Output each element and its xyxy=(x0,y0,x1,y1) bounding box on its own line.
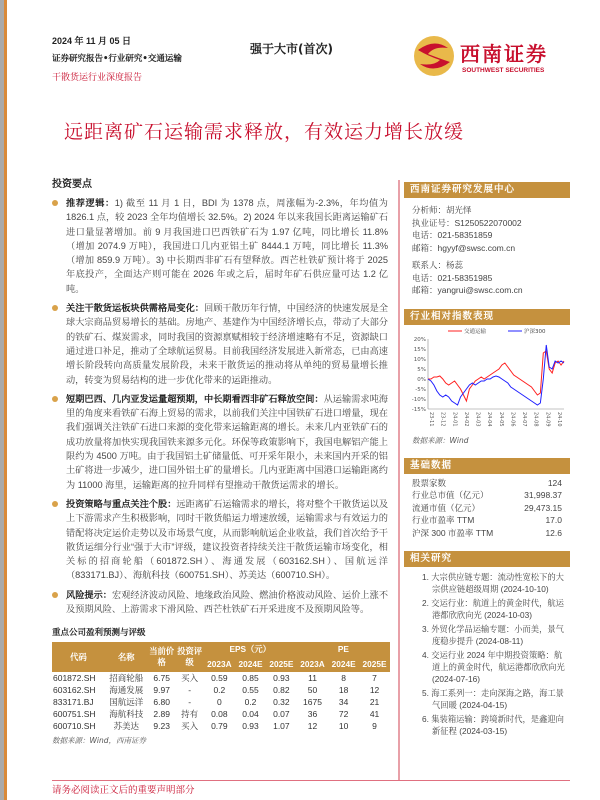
key-point xyxy=(52,196,388,296)
key-points-heading: 投资要点 xyxy=(52,179,92,190)
key-point-lead: 推荐逻辑： xyxy=(66,198,115,208)
table-cell: 50 xyxy=(307,685,318,696)
col-rating: 投资评级 xyxy=(176,642,204,672)
y-tick-label: -15% xyxy=(411,406,426,413)
basic-data-box xyxy=(404,458,570,540)
research-center-heading: 西南证券研究发展中心 xyxy=(404,182,570,198)
key-point-text: 宏观经济波动风险、地缘政治风险、燃油价格波动风险、运价上涨不及预期风险、上游需求下滑风险、西芒杜铁矿石开采进度不及预期风险等。 xyxy=(66,589,389,615)
key-point-lead: 投资策略与重点关注个股： xyxy=(66,498,177,509)
relative-index-chart xyxy=(404,325,570,433)
footer-disclaimer: 请务必阅读正文后的重要声明部分 xyxy=(52,785,195,796)
table-cell: 601872.SH xyxy=(53,673,96,684)
table-row xyxy=(52,720,390,732)
table-cell: 0.93 xyxy=(242,721,259,732)
table-cell: 0.59 xyxy=(211,673,228,684)
contact-line: 邮箱：yangrui@swsc.com.cn xyxy=(412,285,523,295)
table-cell: 600710.SH xyxy=(53,721,96,732)
report-subtitle: 干散货运行业深度报告 xyxy=(52,73,143,83)
table-cell: 11 xyxy=(308,673,317,684)
table-cell: 8 xyxy=(341,673,347,684)
table-title: 重点公司盈利预测与评级 xyxy=(52,628,146,639)
y-tick-label: 10% xyxy=(413,356,426,363)
chart-source: 数据来源：Wind xyxy=(412,435,469,445)
table-cell: 0.82 xyxy=(273,685,290,696)
research-center-box xyxy=(404,182,570,297)
table-cell: 2.89 xyxy=(153,709,170,720)
table-cell: 9.97 xyxy=(153,685,170,696)
table-cell: 34 xyxy=(338,697,349,708)
contact-line: 电话：021-58351859 xyxy=(412,230,493,240)
table-cell: 0.2 xyxy=(213,685,226,696)
table-cell: 36 xyxy=(307,709,318,720)
table-cell: 0.85 xyxy=(242,673,259,684)
x-tick-label: 24-08 xyxy=(532,411,539,427)
table-cell: 12 xyxy=(369,685,380,696)
related-report-link[interactable]: 5. 海工系列一：走向深海之路，海工景气回暖 (2024-04-15) xyxy=(422,688,564,710)
logo-english: SOUTHWEST SECURITIES xyxy=(462,67,545,74)
key-point xyxy=(52,392,388,492)
table-row xyxy=(52,708,390,720)
col-name: 名称 xyxy=(105,642,148,672)
related-research-box xyxy=(404,551,570,739)
table-row xyxy=(52,684,390,696)
col-code: 代码 xyxy=(52,642,105,672)
x-tick-label: 24-10 xyxy=(556,411,562,427)
x-tick-label: 24-02 xyxy=(462,411,469,427)
key-point-text: 远距离矿石运输需求的增长，将对整个干散货运以及上下游需求产生积极影响，同时干散货船运力增速放缓，运输需求与有效运力的错配将决定运价走势以及市场景气度，从而影响航运企业收益，我们首次给予干散货运细分行业“强于大市”评级，建议投资者持续关注干散货运输市场变化，相关标的招商轮船（601872.SH）、海通发展（603162.SH）、国航远洋（833171.BJ）、海航科技（600751.SH）、苏美达（600710.SH）。 xyxy=(66,498,389,581)
col-year: 2023A xyxy=(204,657,235,672)
table-cell: 海通发展 xyxy=(109,685,144,696)
table-cell: 持有 xyxy=(181,709,199,720)
key-point-text: 1) 截至 11 月 1 日，BDI 为 1378 点，周涨幅为-2.3%，年均值为 1826.1 点，较 2023 全年均值增长 32.5%。2) 2024 年以来我国长距离运输矿石进口量显著增加。前 9 月我国进口巴西铁矿石为 1.97 亿吨，同比增长 11.8%（增加 2074.9 万吨），我国进口几内亚铝土矿 8444.1 万吨，同比增长 11.3%（增加 859.9 万吨）。3) 中长期西非矿石有望释放。西芒杜铁矿预计将于 2025 年底投产，全面达产则可能在 2026 年或之后，届时年矿石供应量可达 1.2 亿吨。 xyxy=(66,198,388,294)
key-point xyxy=(52,497,388,583)
logo-text: 西南证券 xyxy=(460,42,548,66)
table-cell: 21 xyxy=(369,697,380,708)
table-cell: 9.23 xyxy=(153,721,170,732)
x-tick-label: 23-12 xyxy=(439,411,446,427)
key-point-text: 回顾干散历年行情，中国经济的快速发展是全球大宗商品贸易增长的基础。房地产、基建作为中国经济增长点，带动了大部分的铁矿石、煤炭需求，同时我国的资源禀赋相较于经济增速略有不足，资源缺口通过进口补足，推动了全球航运贸易。目前我国经济发展进入新常态，已由高速增长阶段转向高质量发展阶段，未来干散货运的推动将从单纯的贸易量增长推动，转变为贸易结构的进一步优化带来的运距推动。 xyxy=(66,303,389,385)
basic-data-value: 29,473.15 xyxy=(524,502,562,513)
table-cell: 0.55 xyxy=(242,685,259,696)
key-point-lead: 关注干散货运板块供需格局变化： xyxy=(66,303,205,314)
x-tick-label: 24-04 xyxy=(486,411,493,427)
main-column xyxy=(52,178,390,746)
footer-divider xyxy=(52,780,570,781)
related-research-heading: 相关研究 xyxy=(404,551,570,567)
x-tick-label: 24-05 xyxy=(497,411,504,427)
table-cell: 7 xyxy=(372,673,377,684)
col-year: 2025E xyxy=(266,657,297,672)
related-report-link[interactable]: 4. 交运行业 2024 年中期投资策略：航道上的黄金时代，航运港都欣欣向光 (2024-07-16) xyxy=(422,650,565,684)
table-cell: 6.75 xyxy=(153,673,170,684)
key-point xyxy=(52,588,388,617)
basic-data-label: 股票家数 xyxy=(412,477,447,488)
chart-box xyxy=(404,309,570,446)
basic-data-row xyxy=(404,527,570,540)
table-cell: 0.07 xyxy=(273,709,290,720)
basic-data-row xyxy=(404,489,570,502)
basic-data-row xyxy=(404,477,570,490)
x-tick-label: 23-11 xyxy=(428,411,434,427)
basic-data-label: 行业总市值（亿元） xyxy=(412,490,489,500)
table-cell: 国航远洋 xyxy=(109,697,144,708)
basic-data-heading: 基础数据 xyxy=(404,458,570,474)
legend-label: 交通运输 xyxy=(464,328,487,335)
table-cell: 0.04 xyxy=(242,709,259,720)
basic-data-value: 124 xyxy=(547,477,562,488)
y-tick-label: -10% xyxy=(411,396,426,403)
table-cell: 1.07 xyxy=(273,721,290,732)
basic-data-label: 沪深 300 市盈率 TTM xyxy=(412,527,494,538)
sidebar-border xyxy=(398,180,400,780)
col-price: 当前价格 xyxy=(148,642,176,672)
key-points-list xyxy=(52,196,388,621)
col-year: 2025E xyxy=(359,657,390,672)
table-row xyxy=(52,672,390,684)
table-cell: 0.08 xyxy=(211,709,228,720)
col-eps: EPS（元） xyxy=(204,642,297,657)
basic-data-value: 31,998.37 xyxy=(524,490,562,500)
y-tick-label: -5% xyxy=(415,386,426,393)
chart-heading: 行业相对指数表现 xyxy=(404,309,570,325)
table-cell: 买入 xyxy=(181,673,199,684)
basic-data-row xyxy=(404,514,570,527)
x-tick-label: 24-01 xyxy=(451,411,458,427)
col-year: 2024E xyxy=(235,657,266,672)
table-cell: 12 xyxy=(307,721,318,732)
related-report-link[interactable]: 6. 集装箱运输：跨境新时代，是鑫迎向新征程 (2024-03-15) xyxy=(422,714,564,736)
key-point-text: 从运输需求吨海里的角度来看铁矿石海上贸易的需求，以前我们关注中国铁矿石进口增量，现在我们强调关注铁矿石进口来源的变化带来运输距离的增长。未来几内亚铁矿石的成功放量将加快实现我国铁来源多元化。环保等政策影响下，我国电解铝产能上限约为 4500 万吨。由于我国铝土矿储量低、可开采年限小，未来国内开采的铝土矿将进一步减少，进口国外铝土矿的量增长。几内亚距离中国港口运输距离约为 11000 海里，运输距离的拉升同样有望推动干散货运需求的增长。 xyxy=(66,393,388,490)
x-tick-label: 24-09 xyxy=(544,411,551,427)
contact-line: 联系人：杨蕊 xyxy=(412,260,464,270)
basic-data-value: 17.0 xyxy=(545,515,562,525)
table-cell: 600751.SH xyxy=(53,709,96,720)
basic-data-row xyxy=(404,502,570,515)
contact-line: 分析师：胡光怿 xyxy=(412,205,472,215)
table-cell: 0.79 xyxy=(211,721,228,732)
company-logo xyxy=(412,34,562,84)
col-year: 2023A xyxy=(297,657,328,672)
table-cell: 41 xyxy=(369,709,380,720)
table-cell: 603162.SH xyxy=(53,685,96,696)
basic-data-label: 行业市盈率 TTM xyxy=(412,515,475,525)
basic-data-value: 12.6 xyxy=(545,527,562,538)
table-cell: 1675 xyxy=(303,697,322,708)
x-tick-label: 24-07 xyxy=(521,411,528,427)
x-tick-label: 24-03 xyxy=(474,411,481,427)
y-tick-label: 15% xyxy=(413,346,426,353)
related-report-link[interactable]: 1. 大宗供应链专题：流动性宽松下的大宗供应链超级周期 (2024-10-10) xyxy=(422,572,564,594)
related-report-link[interactable]: 3. 外贸化学品运输专题：小而美，景气度稳步提升 (2024-08-11) xyxy=(422,624,564,646)
rating: 强于大市(首次) xyxy=(250,42,333,56)
legend-label: 沪深300 xyxy=(524,328,546,335)
table-cell: 9 xyxy=(372,721,377,732)
table-cell: 招商轮船 xyxy=(109,673,144,684)
report-category: 证券研究报告•行业研究•交通运输 xyxy=(52,54,182,64)
left-accent xyxy=(4,0,7,800)
y-tick-label: 20% xyxy=(413,336,426,343)
table-cell: 苏美达 xyxy=(113,721,140,732)
table-cell: - xyxy=(188,697,192,708)
table-cell: - xyxy=(188,685,192,696)
table-cell: 海航科技 xyxy=(109,709,144,720)
table-cell: 买入 xyxy=(181,721,199,732)
table-cell: 10 xyxy=(338,721,349,732)
earnings-forecast-table xyxy=(52,642,390,732)
contact-line: 执业证号：S1250522070002 xyxy=(412,217,522,228)
table-cell: 18 xyxy=(338,685,349,696)
y-tick-label: 5% xyxy=(417,366,426,373)
table-cell: 0.2 xyxy=(244,697,257,708)
table-cell: 0 xyxy=(216,697,222,708)
report-title: 远距离矿石运输需求释放，有效运力增长放缓 xyxy=(64,121,465,143)
contact-line: 电话：021-58351985 xyxy=(412,272,493,283)
table-source: 数据来源：Wind，西南证券 xyxy=(52,736,147,746)
key-point-lead: 风险提示： xyxy=(66,589,113,600)
key-point xyxy=(52,301,388,387)
y-tick-label: 0% xyxy=(417,376,426,383)
basic-data-label: 流通市值（亿元） xyxy=(412,502,481,513)
report-date: 2024 年 11 月 05 日 xyxy=(52,36,132,46)
sidebar xyxy=(404,182,570,751)
col-pe: PE xyxy=(297,642,390,657)
table-cell: 833171.BJ xyxy=(53,697,94,708)
key-point-lead: 短期巴西、几内亚发运量超预期，中长期看西非矿石释放空间： xyxy=(66,393,324,404)
col-year: 2024E xyxy=(328,657,359,672)
table-cell: 0.32 xyxy=(273,697,290,708)
table-cell: 6.80 xyxy=(153,697,170,708)
related-report-link[interactable]: 2. 交运行业：航道上的黄金时代，航运港都欣欣向光 (2024-10-03) xyxy=(422,598,564,620)
logo-emblem-icon xyxy=(412,34,456,78)
table-cell: 0.93 xyxy=(273,673,290,684)
table-cell: 72 xyxy=(338,709,349,720)
x-tick-label: 24-06 xyxy=(509,411,516,427)
table-row xyxy=(52,696,390,708)
contact-line: 邮箱：hgyyf@swsc.com.cn xyxy=(412,242,516,253)
